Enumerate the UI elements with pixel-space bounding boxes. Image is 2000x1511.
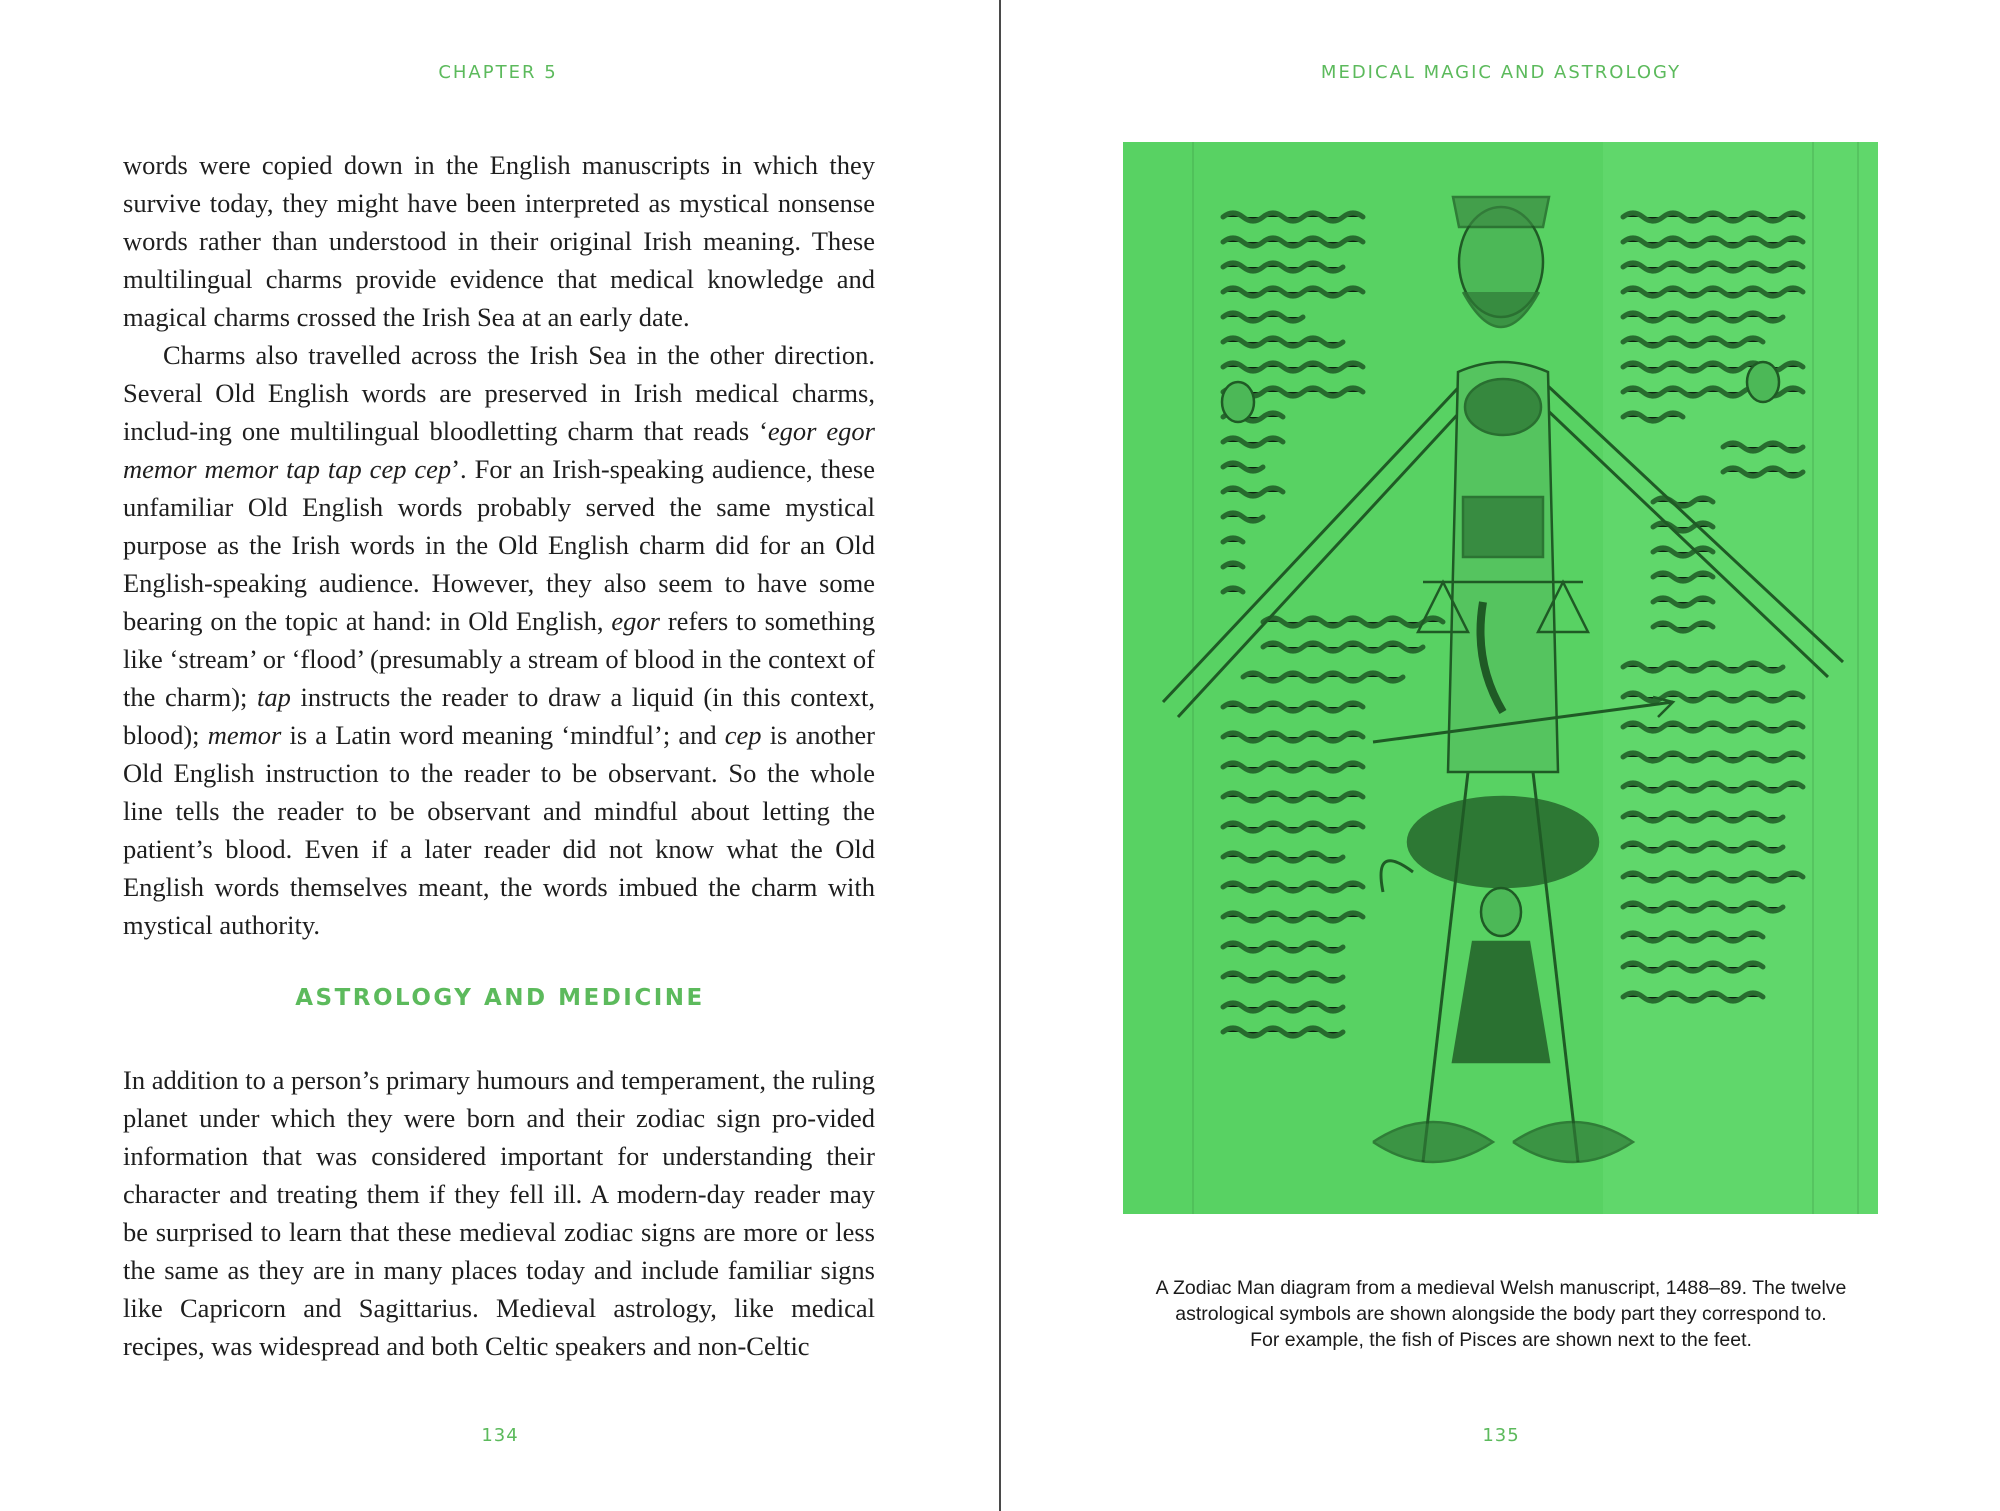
section-heading: ASTROLOGY AND MEDICINE — [295, 985, 705, 1011]
paragraph-2-text-5: is a Latin word meaning ‘mindful’; and — [281, 720, 725, 750]
paragraph-2-text-6: is another Old English instruction to the reader to be observant. So the whole line tells the reader to be observant and mindful about letting the patient’s blood. Even if a later reader did not know what the Old English words themselves meant, the words imbued the charm with mystical authority. — [123, 720, 875, 940]
charm-quote: egor egor memor memor tap tap cep cep — [123, 416, 875, 484]
term-memor: memor — [207, 720, 282, 750]
paragraph-3: In addition to a person’s primary humours and temperament, the ruling planet under which they were born and their zodiac sign pro-vided information that was considered important for understanding their character and treating them if they fell ill. A modern-day reader may be surprised to learn that these medieval zodiac signs are more or less the same as they are in many places today and include familiar signs like Capricorn and Sagittarius. Medieval astrology, like medical recipes, was widespread and both Celtic speakers and non-Celtic — [123, 1065, 875, 1361]
paragraph-1: words were copied down in the English manuscripts in which they survive today, they might have been interpreted as mystical nonsense words rather than understood in their original Irish meaning. These multilingual charms provide evidence that medical knowledge and magical charms crossed the Irish Sea at an early date. — [123, 150, 875, 332]
paragraph-2-text-2: ’. For an Irish-speaking audience, these unfamiliar Old English words probably served the same mystical purpose as the Irish words in the Old English charm did for an Old English-speaking audience. However, they also seem to have some bearing on the topic at hand: in Old English, — [123, 454, 875, 636]
caption-line-2: astrological symbols are shown alongside the body part they correspond to. — [1175, 1303, 1827, 1325]
term-tap: tap — [257, 682, 291, 712]
manuscript-illustration — [1123, 142, 1878, 1214]
paragraph-2 — [123, 336, 875, 944]
chapter-label: CHAPTER 5 — [438, 62, 558, 83]
figure-caption — [1098, 1275, 1904, 1353]
body-text-bottom — [123, 1061, 875, 1365]
caption-line-1: A Zodiac Man diagram from a medieval Welsh manuscript, 1488–89. The twelve — [1155, 1277, 1847, 1299]
body-text-top — [123, 146, 875, 944]
paragraph-2-text-4: instructs the reader to draw a liquid (in this context, blood); — [123, 682, 875, 750]
term-cep: cep — [724, 720, 762, 750]
term-egor: egor — [611, 606, 660, 636]
page-number-left: 134 — [481, 1425, 519, 1446]
zodiac-man-manuscript-image — [1123, 142, 1878, 1214]
paragraph-2-text-3: refers to something like ‘stream’ or ‘flood’ (presumably a stream of blood in the context of the charm); — [123, 606, 875, 712]
running-head-right: MEDICAL MAGIC AND ASTROLOGY — [1320, 62, 1682, 83]
paragraph-2-text-1: Charms also travelled across the Irish Sea in the other direction. Several Old English words are preserved in Irish medical charms, includ-ing one multilingual bloodletting charm that reads ‘ — [123, 340, 875, 446]
caption-line-3: For example, the fish of Pisces are shown next to the feet. — [1250, 1329, 1752, 1351]
running-head-left — [0, 62, 1000, 83]
right-page — [1002, 0, 2000, 1511]
book-spine-divider — [999, 0, 1001, 1511]
page-number-right: 135 — [1482, 1425, 1520, 1446]
